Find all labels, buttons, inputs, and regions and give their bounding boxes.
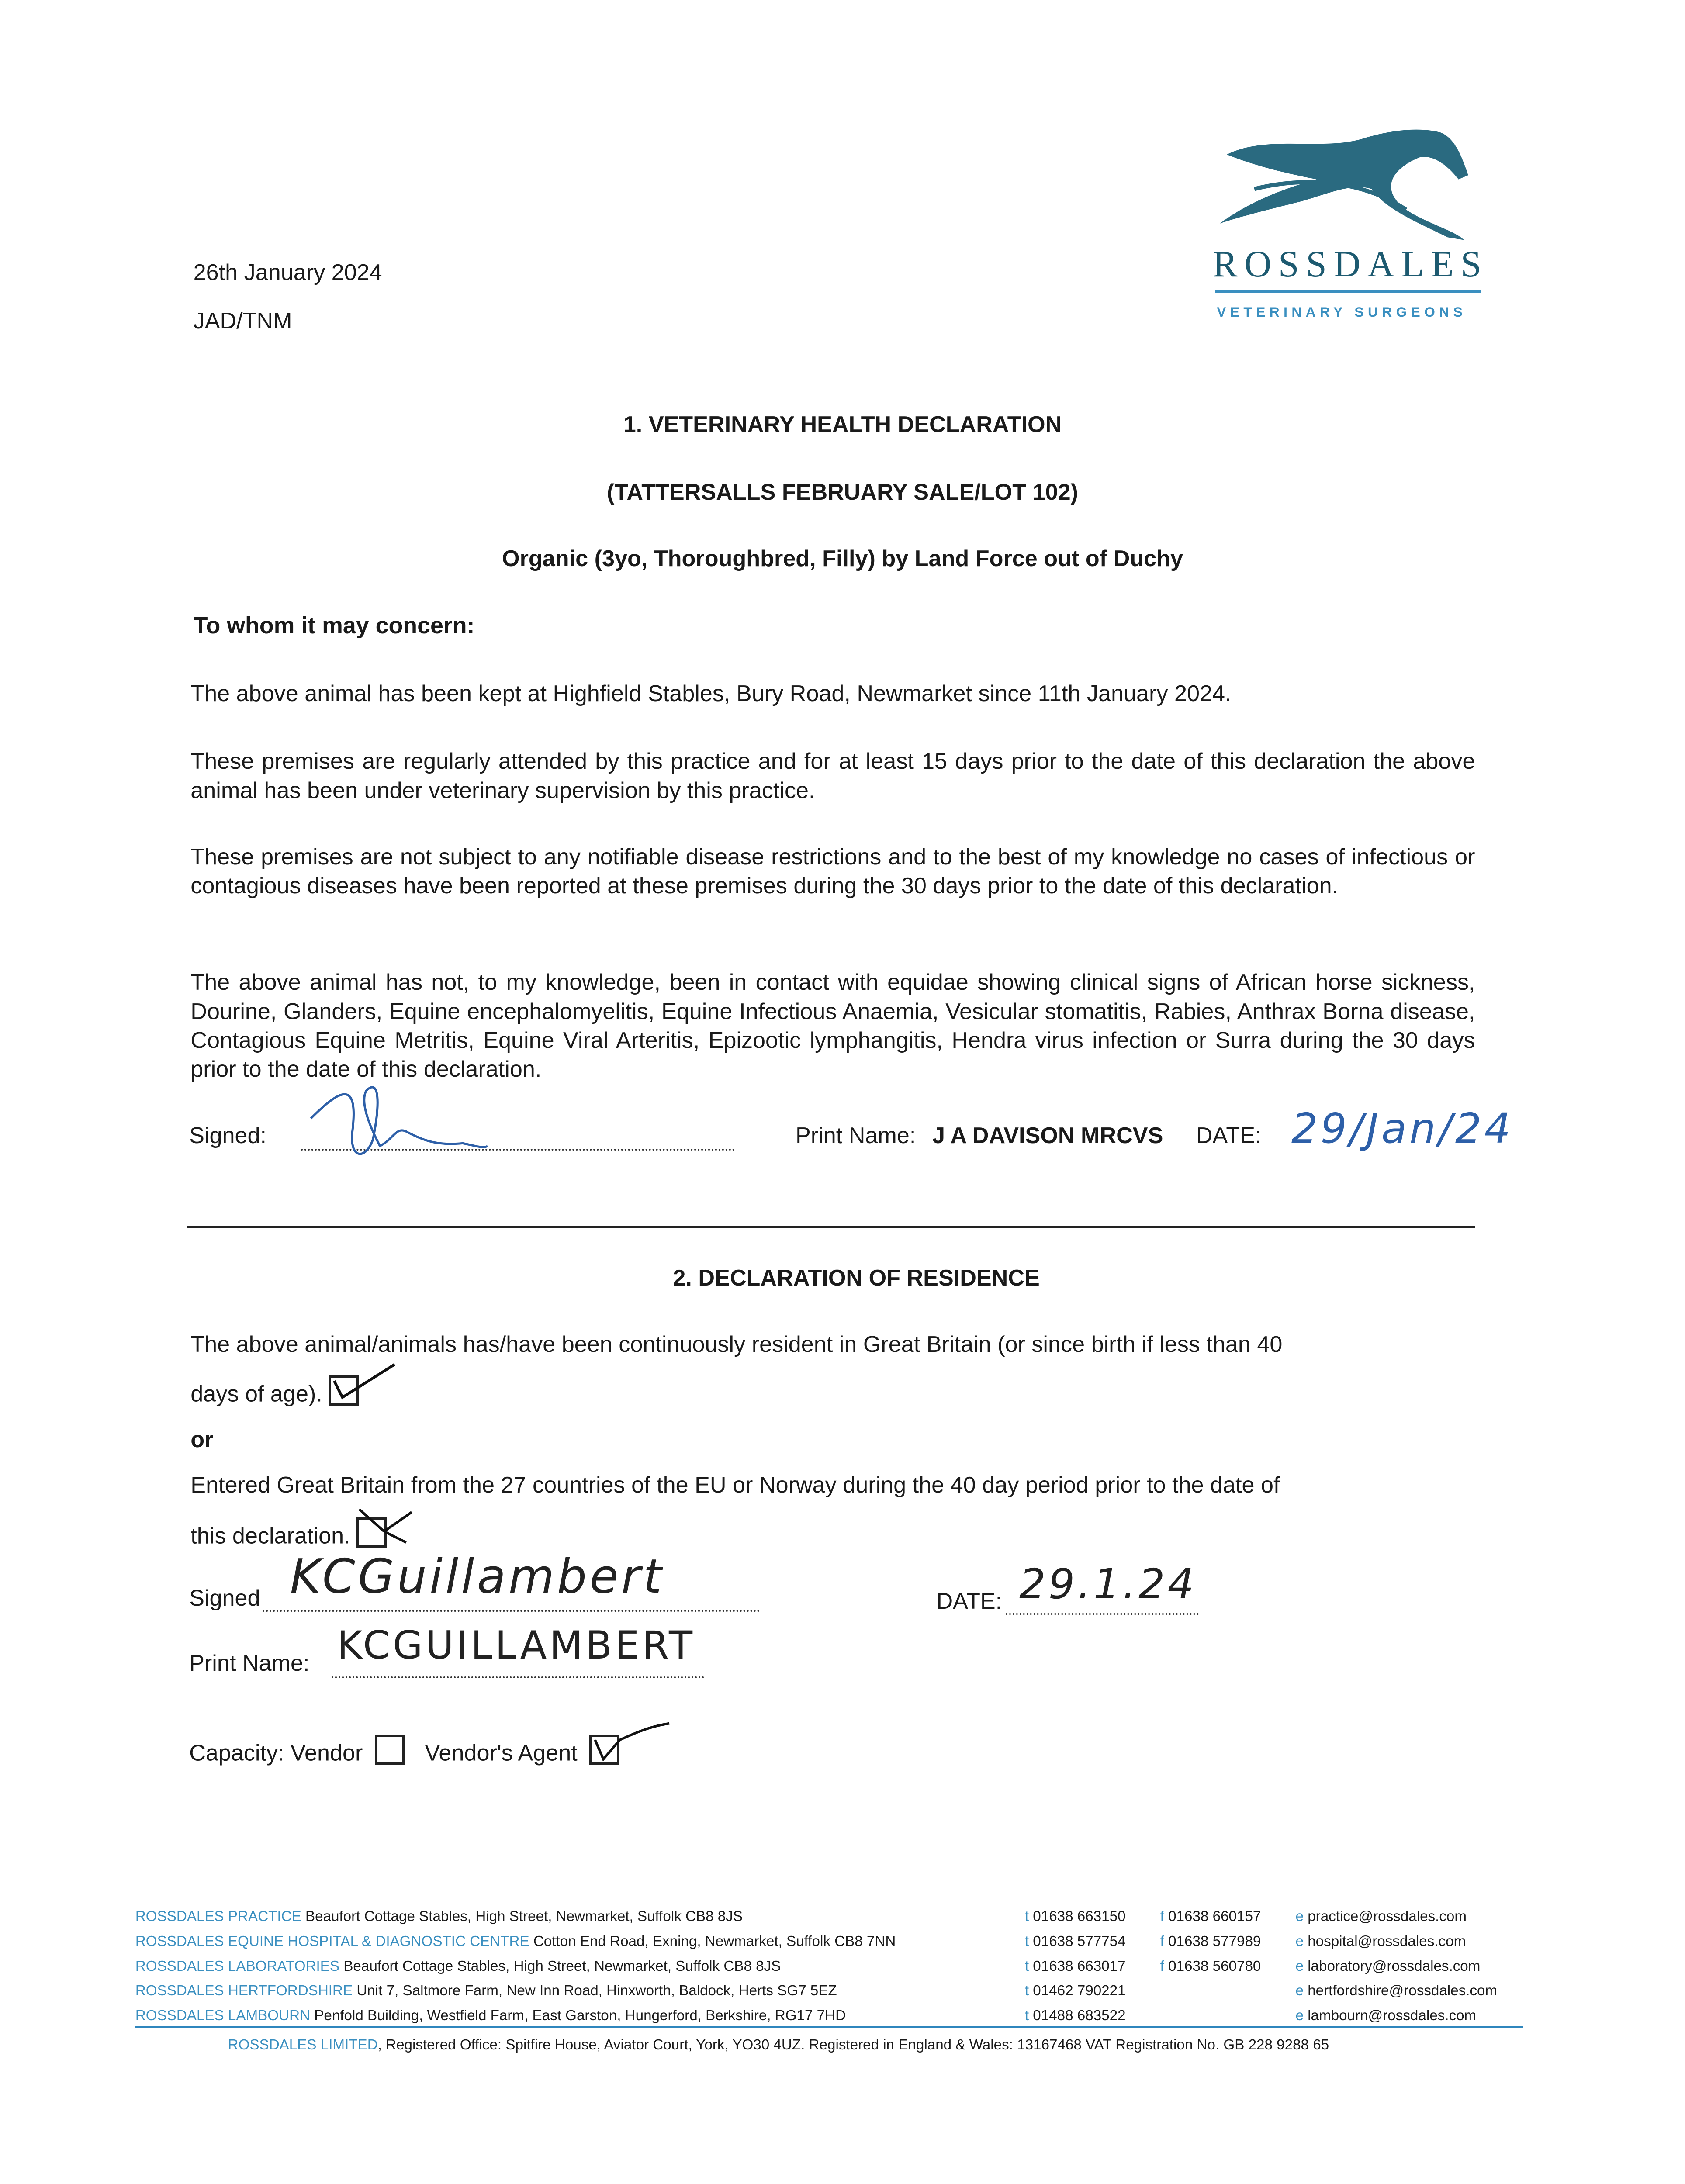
fax: 01638 560780 <box>1168 1958 1261 1974</box>
capacity-row <box>189 1735 619 1766</box>
phone-label: t <box>1024 1958 1029 1974</box>
phone: 01638 663017 <box>1033 1958 1126 1974</box>
paragraph: The above animal has been kept at Highfield Stables, Bury Road, Newmarket since 11th January 2024. <box>190 681 1232 707</box>
email-link[interactable]: hertfordshire@rossdales.com <box>1308 1983 1498 1999</box>
fax: 01638 577989 <box>1168 1933 1261 1949</box>
branch-row <box>135 1929 896 1954</box>
agent-signature-line <box>263 1605 760 1612</box>
agent-print-name-line <box>332 1671 705 1678</box>
section2-title: 2. DECLARATION OF RESIDENCE <box>673 1265 1040 1291</box>
branch-name: ROSSDALES EQUINE HOSPITAL & DIAGNOSTIC CENTRE <box>135 1933 529 1949</box>
branch-address: Beaufort Cottage Stables, High Street, Newmarket, Suffolk CB8 8JS <box>305 1908 743 1925</box>
fax: 01638 660157 <box>1168 1908 1261 1925</box>
fax-label: f <box>1160 1933 1164 1949</box>
vet-print-name: J A DAVISON MRCVS <box>932 1123 1163 1149</box>
branch-name: ROSSDALES LABORATORIES <box>135 1958 340 1974</box>
signed-label: Signed: <box>189 1123 267 1149</box>
vet-date-handwritten: 29/Jan/24 <box>1291 1105 1514 1153</box>
agent-signature: KCGuillambert <box>290 1549 665 1604</box>
email-link[interactable]: laboratory@rossdales.com <box>1308 1958 1481 1974</box>
agent-print-name-label: Print Name: <box>189 1650 310 1676</box>
capacity-label: Capacity: <box>189 1740 284 1766</box>
section1-subtitle: (TATTERSALLS FEBRUARY SALE/LOT 102) <box>607 480 1078 505</box>
email-label: e <box>1295 1933 1304 1949</box>
print-name-label: Print Name: <box>796 1123 916 1149</box>
footer-phones <box>1025 1904 1126 2029</box>
agent-signed-label: Signed <box>189 1586 260 1611</box>
phone: 01638 663150 <box>1033 1908 1126 1925</box>
section1-title: 1. VETERINARY HEALTH DECLARATION <box>623 412 1062 438</box>
agent-print-name-handwritten: KCGUILLAMBERT <box>337 1622 695 1668</box>
phone: 01638 577754 <box>1033 1933 1126 1949</box>
footer-branches <box>135 1904 896 2029</box>
logo-divider <box>1215 290 1481 293</box>
vet-signature <box>297 1063 504 1174</box>
email-label: e <box>1295 1983 1304 1999</box>
phone-label: t <box>1024 2008 1029 2024</box>
registered-office <box>228 2033 1329 2058</box>
date-label: DATE: <box>1196 1123 1262 1149</box>
branch-address: Cotton End Road, Exning, Newmarket, Suffolk CB8 7NN <box>533 1933 896 1949</box>
residence-option2: Entered Great Britain from the 27 countries of the EU or Norway during the 40 day period prior to the date of <box>190 1472 1280 1498</box>
residence-option1-line2: days of age). <box>190 1381 322 1407</box>
paragraph: These premises are regularly attended by this practice and for at least 15 days prior to the date of this declaration the above animal has been under veterinary supervision by this practice. <box>190 749 1475 803</box>
phone-label: t <box>1024 1908 1029 1925</box>
letter-date: 26th January 2024 <box>193 260 382 286</box>
company-name: ROSSDALES LIMITED <box>228 2036 378 2053</box>
vendor-checkbox[interactable] <box>375 1735 405 1765</box>
paragraph: The above animal has not, to my knowledge, been in contact with equidae showing clinical signs of African horse sickness, Dourine, Glanders, Equine encephalomyelitis, Equine Infectious Anaemia, Vesicular stomatitis, Rabies, Anthrax Borna disease, Contagious Equine Metritis, Equine Viral Arteritis, Epizootic lymphangitis, Hendra virus infection or Surra during the 30 days prior to the date of this declaration. <box>190 970 1475 1082</box>
horse-logo-icon <box>1213 113 1475 244</box>
email-link[interactable]: hospital@rossdales.com <box>1308 1933 1466 1949</box>
email-label: e <box>1295 1908 1304 1925</box>
logo-tagline: VETERINARY SURGEONS <box>1217 304 1467 320</box>
branch-row <box>135 1904 896 1929</box>
phone-label: t <box>1024 1983 1029 1999</box>
branch-name: ROSSDALES PRACTICE <box>135 1908 301 1925</box>
residence-option1-cont <box>190 1375 359 1407</box>
vendor-agent-label: Vendor's Agent <box>425 1740 578 1766</box>
residence-option2-cont <box>190 1517 387 1549</box>
email-label: e <box>1295 2008 1304 2024</box>
branch-row <box>135 1979 896 2004</box>
branch-name: ROSSDALES HERTFORDSHIRE <box>135 1983 353 1999</box>
email-link[interactable]: lambourn@rossdales.com <box>1308 2008 1477 2024</box>
check-mark-icon <box>329 1359 398 1406</box>
animal-description: Organic (3yo, Thoroughbred, Filly) by Land Force out of Duchy <box>502 546 1183 571</box>
reference: JAD/TNM <box>193 308 292 334</box>
option1-checkbox[interactable] <box>329 1375 359 1406</box>
registered-details: , Registered Office: Spitfire House, Aviator Court, York, YO30 4UZ. Registered in England & Wales: 13167468 VAT Registration No. GB 228 9288 65 <box>377 2036 1329 2053</box>
branch-name: ROSSDALES LAMBOURN <box>135 2008 311 2024</box>
branch-address: Beaufort Cottage Stables, High Street, Newmarket, Suffolk CB8 8JS <box>343 1958 781 1974</box>
logo-name: ROSSDALES <box>1212 244 1488 285</box>
paragraph: These premises are not subject to any notifiable disease restrictions and to the best of my knowledge no cases of infectious or contagious diseases have been reported at these premises during the 30 days prior to the date of this declaration. <box>190 844 1475 898</box>
vendor-agent-checkbox[interactable] <box>589 1735 619 1765</box>
vendor-label: Vendor <box>291 1740 363 1766</box>
branch-address: Penfold Building, Westfield Farm, East Garston, Hungerford, Berkshire, RG17 7HD <box>314 2008 846 2024</box>
branch-row <box>135 1954 896 1979</box>
phone-label: t <box>1024 1933 1029 1949</box>
salutation: To whom it may concern: <box>193 612 475 639</box>
fax-label: f <box>1160 1908 1164 1925</box>
email-link[interactable]: practice@rossdales.com <box>1308 1908 1467 1925</box>
fax-label: f <box>1160 1958 1164 1974</box>
branch-row <box>135 2004 896 2028</box>
email-label: e <box>1295 1958 1304 1974</box>
option2-checkbox[interactable] <box>356 1517 387 1548</box>
phone: 01488 683522 <box>1033 2008 1126 2024</box>
footer-divider <box>135 2026 1523 2028</box>
residence-option1: The above animal/animals has/have been continuously resident in Great Britain (or since birth if less than 40 <box>190 1331 1283 1357</box>
agent-date-label: DATE: <box>936 1588 1002 1614</box>
agent-date-handwritten: 29.1.24 <box>1019 1560 1197 1609</box>
residence-option2-line2: this declaration. <box>190 1523 350 1549</box>
footer-faxes <box>1160 1904 1261 1979</box>
or-label: or <box>190 1427 214 1452</box>
cross-mark-icon <box>356 1507 417 1548</box>
branch-address: Unit 7, Saltmore Farm, New Inn Road, Hinxworth, Baldock, Herts SG7 5EZ <box>356 1983 837 1999</box>
check-mark-icon <box>589 1718 672 1765</box>
phone: 01462 790221 <box>1033 1983 1126 1999</box>
footer-emails <box>1295 1904 1497 2029</box>
section-divider <box>187 1226 1475 1228</box>
